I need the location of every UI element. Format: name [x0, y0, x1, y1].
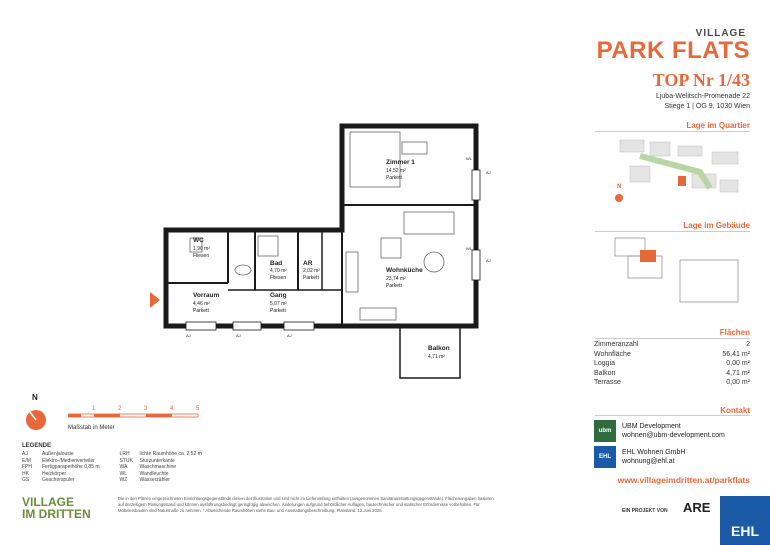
svg-text:AJ: AJ — [486, 258, 491, 263]
email-link[interactable]: wohnung@ehl.at — [622, 458, 675, 465]
svg-text:23,74 m²: 23,74 m² — [386, 276, 406, 282]
are-logo: ARE — [683, 500, 711, 515]
building-map — [600, 230, 750, 310]
north-indicator — [22, 390, 52, 436]
email-link[interactable]: wohnen@ubm-development.com — [622, 432, 725, 439]
legend-title: LEGENDE — [22, 443, 52, 449]
svg-text:AJ: AJ — [287, 333, 292, 338]
svg-text:Fliesen: Fliesen — [270, 275, 287, 281]
svg-text:4: 4 — [170, 406, 174, 412]
areas-table — [594, 340, 750, 388]
location-marker — [678, 176, 686, 186]
balcony — [400, 326, 460, 378]
disclaimer: Die in den Plänen eingezeichneten Einrichtungsgegenstände dienen der Illustration und sind nicht im Lieferumfang enthalten (ausgenommen Sanitärausstattungsgegenstände). Flächenangaben basieren auf derzeitigem Planungsstand und können ausführungsbedingt geringfügig abweichen. Änderungen aufgrund behördlicher Auflagen, bautechnischer und statischer Erfordernisse vorbehalten. Für Möbeleinbauten sind Naturmaße zu nehmen. * Abweichende Raumhöhen siehe Bau- und Ausstattungsbeschreibung. Planstand: 12.Juni 2025 — [118, 496, 494, 513]
contact-list — [594, 420, 750, 472]
svg-text:Parkett: Parkett — [386, 175, 402, 181]
projekt-label: EIN PROJEKT VON — [622, 508, 668, 514]
brand-big: PARK FLATS — [596, 37, 750, 64]
svg-text:1: 1 — [92, 406, 96, 412]
room-name: Vorraum — [193, 292, 220, 299]
room-name: Wohnküche — [386, 267, 423, 274]
section-gebaeude: Lage im Gebäude — [683, 221, 750, 230]
contact-ubm[interactable]: ubm UBM Development wohnen@ubm-development.com — [594, 420, 750, 442]
svg-text:Fliesen: Fliesen — [193, 253, 210, 259]
room-name: Zimmer 1 — [386, 159, 415, 166]
ehl-logo: EHL — [594, 446, 616, 468]
svg-text:Maßstab in Meter: Maßstab in Meter — [68, 425, 115, 431]
brand-small: VILLAGE — [695, 28, 746, 39]
divider — [595, 415, 750, 416]
section-flaechen: Flächen — [719, 328, 750, 337]
svg-text:2: 2 — [118, 406, 122, 412]
section-kontakt: Kontakt — [720, 406, 750, 415]
entrance-arrow — [150, 292, 160, 308]
areas-row: Terrasse 0,00 m² — [594, 379, 750, 386]
areas-row: Zimmeranzahl 2 — [594, 341, 750, 348]
svg-text:4,70 m²: 4,70 m² — [270, 268, 287, 274]
legend: AJ Außenjalousie E/M Elektro-/Medienverteiler FPH Fertigparapethöhe 0,85 m HK Heizkörper GS Geschirrspüler LRH lichte Raumhöhe ca. 2,52 m STUK Sturzunterkante WA Waschmaschine WL Wandleuchte WZ Wasserzähler — [22, 451, 202, 483]
svg-text:Parkett: Parkett — [386, 283, 402, 289]
svg-text:AJ: AJ — [236, 333, 241, 338]
areas-row: Balkon 4,71 m² — [594, 369, 750, 377]
areas-row: Wohnfläche 56,41 m² — [594, 350, 750, 358]
svg-text:1,90 m²: 1,90 m² — [193, 246, 210, 252]
contact-ehl[interactable]: EHL EHL Wohnen GmbH wohnung@ehl.at — [594, 446, 750, 468]
svg-text:Parkett: Parkett — [270, 308, 286, 314]
divider — [595, 338, 750, 339]
svg-text:AJ: AJ — [486, 170, 491, 175]
svg-text:Parkett: Parkett — [193, 308, 209, 314]
svg-text:14,52 m²: 14,52 m² — [386, 168, 406, 174]
room-name: AR — [303, 260, 313, 267]
quartier-map — [600, 132, 750, 212]
svg-text:WL: WL — [466, 246, 472, 251]
unit-title: TOP Nr 1/43 — [652, 70, 750, 90]
scale-bar — [68, 404, 208, 434]
areas-row: Loggia 0,00 m² — [594, 360, 750, 367]
room-name: Bad — [270, 260, 283, 267]
village-logo: VILLAGE IM DRITTEN — [22, 495, 91, 521]
ehl-footer-logo: EHL — [720, 496, 770, 545]
website-link[interactable]: www.villageimdritten.at/parkflats — [617, 475, 750, 485]
unit-address: Ljuba-Welitsch-Promenade 22 Stiege 1 | OG 9, 1030 Wien — [655, 93, 750, 110]
svg-text:WL: WL — [466, 156, 472, 161]
ubm-logo: ubm — [594, 420, 616, 442]
svg-text:N: N — [617, 184, 622, 190]
unit-marker — [640, 250, 656, 262]
svg-text:Parkett: Parkett — [303, 275, 319, 281]
svg-text:5: 5 — [196, 406, 200, 412]
brand-logo — [597, 28, 750, 63]
svg-text:2,02 m²: 2,02 m² — [303, 268, 320, 274]
section-quartier: Lage im Quartier — [686, 121, 750, 130]
svg-text:3: 3 — [144, 406, 148, 412]
room-name: Gang — [270, 292, 287, 299]
svg-text:5,07 m²: 5,07 m² — [270, 301, 287, 307]
svg-text:AJ: AJ — [186, 333, 191, 338]
svg-text:N: N — [32, 393, 38, 402]
room-name: WC — [193, 237, 204, 244]
room-name: Balkon — [428, 345, 450, 352]
svg-text:4,71 m²: 4,71 m² — [428, 354, 445, 360]
svg-text:4,46 m²: 4,46 m² — [193, 301, 210, 307]
